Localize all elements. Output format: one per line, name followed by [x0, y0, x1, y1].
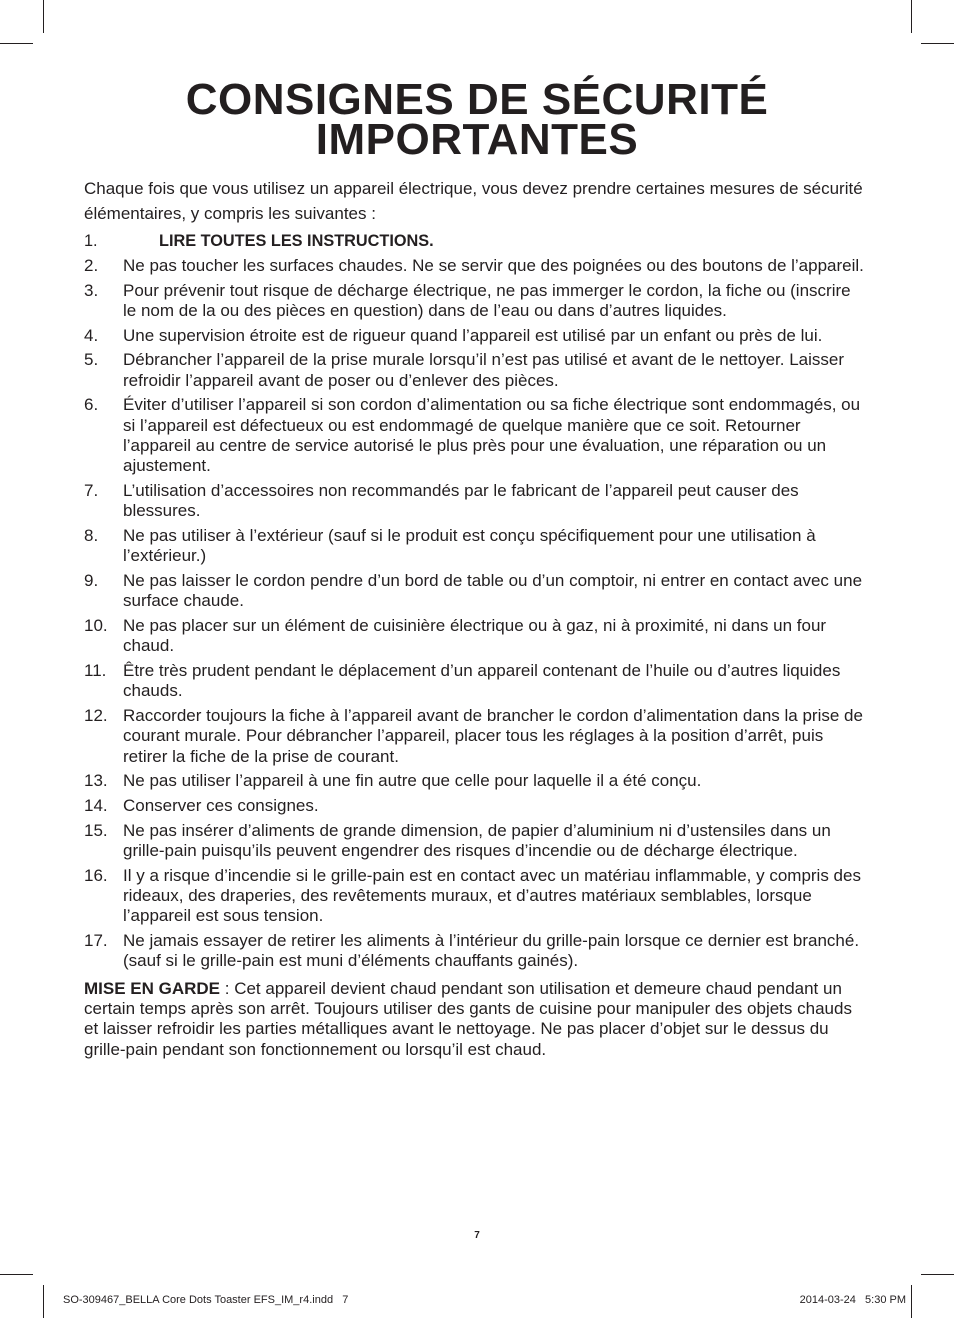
- item-text: Ne pas placer sur un élément de cuisinière électrique ou à gaz, ni à proximité, ni dans un four chaud.: [123, 616, 827, 656]
- warning-text: : Cet appareil devient chaud pendant son utilisation et demeure chaud pendant un certain temps après son arrêt. Toujours utiliser des gants de cuisine pour manipuler des objets chauds et laisser refroidir les parties métalliques avant le nettoyage. Ne pas placer d’objet sur le dessus du grille-pain pendant son fonctionnement ou lorsqu’il est chaud.: [84, 978, 852, 1059]
- item-text: L’utilisation d’accessoires non recommandés par le fabricant de l’appareil peut causer des blessures.: [123, 481, 799, 521]
- list-item: [84, 661, 864, 702]
- crop-mark: [911, 0, 912, 33]
- list-item: [84, 571, 864, 612]
- item-number: 2.: [84, 256, 99, 275]
- item-text: Ne pas utiliser l’appareil à une fin autre que celle pour laquelle il a été conçu.: [123, 771, 702, 791]
- list-item: [84, 866, 864, 927]
- list-item: [84, 229, 864, 253]
- warning-paragraph: [84, 979, 864, 1060]
- list-item: [84, 931, 864, 972]
- item-number: 11.: [84, 661, 107, 680]
- crop-mark: [921, 43, 954, 44]
- safety-list: [84, 229, 864, 972]
- item-text: Une supervision étroite est de rigueur quand l’appareil est utilisé par un enfant ou près de lui.: [123, 325, 823, 345]
- item-number: 3.: [84, 280, 99, 300]
- list-item: [84, 821, 864, 862]
- list-item: [84, 395, 864, 477]
- crop-mark: [43, 0, 44, 33]
- crop-mark: [0, 1274, 33, 1275]
- title-line-1: CONSIGNES DE SÉCURITÉ: [185, 75, 769, 124]
- item-text: Être très prudent pendant le déplacement d’un appareil contenant de l’huile ou d’autres liquides chauds.: [123, 661, 841, 701]
- safety-content: [84, 176, 864, 1077]
- list-item: [84, 256, 864, 276]
- item-number: 4.: [84, 325, 99, 345]
- crop-mark: [43, 1285, 44, 1318]
- crop-mark: [911, 1285, 912, 1318]
- item-text: Ne pas laisser le cordon pendre d’un bord de table ou d’un comptoir, ni entrer en contact avec une surface chaude.: [123, 571, 863, 611]
- list-item: [84, 796, 864, 816]
- item-number: 14.: [84, 796, 108, 815]
- list-item: [84, 706, 864, 767]
- item-number: 7.: [84, 481, 99, 500]
- slug-timestamp: 2014-03-24 5:30 PM: [799, 1294, 906, 1306]
- list-item: [84, 350, 864, 391]
- item-text: Éviter d’utiliser l’appareil si son cordon d’alimentation ou sa fiche électrique sont endommagés, ou si l’appareil est défectueux ou est endommagé de quelque manière que ce soit. Retourner l’appareil au centre de service autorisé le plus près pour une évaluation, une réparation ou un ajustement.: [123, 395, 861, 476]
- slug-filename: SO-309467_BELLA Core Dots Toaster EFS_IM_r4.indd 7: [63, 1294, 349, 1306]
- title-line-2: IMPORTANTES: [315, 115, 639, 164]
- list-item: [84, 481, 864, 522]
- list-item: [84, 616, 864, 657]
- item-number: 16.: [84, 865, 108, 885]
- item-text: Ne pas toucher les surfaces chaudes. Ne se servir que des poignées ou des boutons de l’appareil.: [123, 256, 864, 275]
- item-text: Ne pas utiliser à l’extérieur (sauf si le produit est conçu spécifiquement pour une utilisation à l’extérieur.): [123, 526, 816, 566]
- item-number: 9.: [84, 571, 99, 590]
- item-text: Débrancher l’appareil de la prise murale lorsqu’il n’est pas utilisé et avant de le nettoyer. Laisser refroidir l’appareil avant de poser ou d’enlever des pièces.: [123, 350, 844, 390]
- crop-mark: [921, 1274, 954, 1275]
- intro-paragraph: Chaque fois que vous utilisez un appareil électrique, vous devez prendre certaines mesures de sécurité élémentaires, y compris les suivantes :: [84, 179, 863, 223]
- item-text: Conserver ces consignes.: [123, 796, 319, 815]
- item-text: Ne jamais essayer de retirer les aliments à l’intérieur du grille-pain lorsque ce dernier est branché. (sauf si le grille-pain est muni d’éléments chauffants gainés).: [123, 931, 860, 971]
- item-number: 6.: [84, 395, 99, 415]
- item-number: 17.: [84, 931, 108, 950]
- item-number: 15.: [84, 820, 108, 840]
- page-number: 7: [474, 1230, 480, 1241]
- item-text: Raccorder toujours la fiche à l’appareil avant de brancher le cordon d’alimentation dans la prise de courant murale. Pour débrancher l’appareil, placer tous les réglages à la position d’arrêt, puis retirer la fiche de la prise de courant.: [123, 706, 863, 766]
- item-number: 5.: [84, 350, 99, 370]
- item-text: Il y a risque d’incendie si le grille-pain est en contact avec un matériau inflammable, y compris des rideaux, des draperies, des revêtements muraux, et d’autres matériaux semblables, lorsque l’appareil est sous tension.: [123, 865, 861, 926]
- item-text: Ne pas insérer d’aliments de grande dimension, de papier d’aluminium ni d’ustensiles dans un grille-pain puisqu’ils peuvent engendrer des risques d’incendie ou de décharge électrique.: [123, 820, 831, 860]
- warning-label: MISE EN GARDE: [84, 978, 221, 998]
- item-number: 8.: [84, 526, 99, 545]
- list-item: [84, 526, 864, 567]
- crop-mark: [0, 43, 33, 44]
- page-title: [0, 75, 954, 164]
- list-item: [84, 326, 864, 346]
- item-number: 12.: [84, 706, 108, 725]
- list-item: [84, 771, 864, 791]
- item-text: LIRE TOUTES LES INSTRUCTIONS.: [159, 232, 434, 250]
- item-number: 1.: [84, 232, 98, 250]
- item-text: Pour prévenir tout risque de décharge électrique, ne pas immerger le cordon, la fiche ou (inscrire le nom de la ou des pièces en question) dans de l’eau ou dans d’autres liquides.: [123, 280, 851, 320]
- item-number: 10.: [84, 616, 108, 635]
- item-number: 13.: [84, 771, 108, 791]
- list-item: [84, 281, 864, 322]
